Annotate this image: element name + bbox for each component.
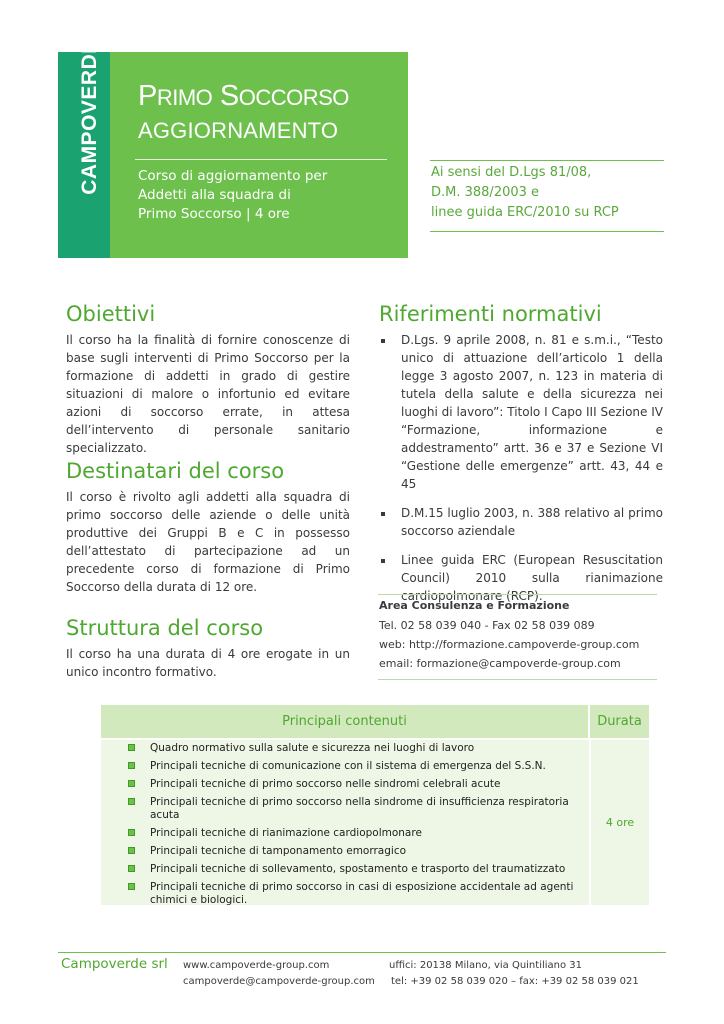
contact-box: [378, 594, 657, 680]
legal-line: D.M. 388/2003 e: [431, 185, 540, 200]
legal-line: Ai sensi del D.Lgs 81/08,: [431, 165, 592, 180]
table-row: Principali tecniche di comunicazione con il sistema di emergenza del S.S.N.: [101, 760, 588, 773]
square-bullet-icon: [128, 780, 135, 787]
list-item: D.Lgs. 9 aprile 2008, n. 81 e s.m.i., “Testo unico di attuazione dell’articolo 1 della legge 3 agosto 2007, n. 123 in materia di tutela della salute e della sicurezza nei luoghi di lavoro”: Titolo I Capo III Sezione IV “Formazione, informazione e addestramento” artt. 36 e 37 e Sezione VI “Gestione delle emergenze” artt. 43, 44 e 45: [381, 331, 663, 493]
list-item: Linee guida ERC (European Resuscitation Council) 2010 sulla rianimazione cardiopolmonare (RCP).: [381, 551, 663, 605]
contents-table-body: [101, 740, 649, 905]
square-bullet-icon: [128, 798, 135, 805]
footer-brand: Campoverde srl: [61, 956, 168, 972]
section-text-obiettivi: Il corso ha la finalità di fornire conoscenze di base sugli interventi di Primo Soccorso per la formazione di addetti in grado di gestire situazioni di malore o infortunio ed evitare azioni di soccorso errate, in attesa dell’intervento di personale sanitario specializzato.: [66, 333, 350, 455]
bullet-icon: [381, 512, 385, 516]
legal-line: linee guida ERC/2010 su RCP: [431, 205, 619, 220]
footer-office-address: uffici: 20138 Milano, via Quintiliano 31: [389, 960, 583, 971]
footer-divider: [58, 952, 666, 953]
section-text-destinatari: Il corso è rivolto agli addetti alla squadra di primo soccorso delle aziende o delle unità produttive dei Gruppi B e C in possesso dell’attestato di partecipazione ad un precedente corso di formazione di Primo Soccorso della durata di 12 ore.: [66, 490, 350, 594]
bullet-icon: [381, 339, 385, 343]
footer-phone-fax: tel: +39 02 58 039 020 – fax: +39 02 58 039 021: [391, 976, 639, 987]
table-row: Principali tecniche di primo soccorso nella sindrome di insufficienza respiratoria acuta: [101, 796, 588, 822]
table-row: Quadro normativo sulla salute e sicurezza nei luoghi di lavoro: [101, 742, 588, 755]
square-bullet-icon: [128, 762, 135, 769]
column-header-contents: Principali contenuti: [101, 705, 590, 738]
contact-web-link[interactable]: web: http://formazione.campoverde-group.com: [379, 638, 640, 651]
hero-banner: [110, 52, 408, 258]
duration-value: 4 ore: [605, 816, 635, 829]
column-header-duration: Durata: [597, 714, 642, 729]
table-row: Principali tecniche di sollevamento, spostamento e trasporto del traumatizzato: [101, 863, 588, 876]
section-heading-struttura: Struttura del corso: [66, 616, 264, 640]
square-bullet-icon: [128, 847, 135, 854]
contact-phone: Tel. 02 58 039 040 - Fax 02 58 039 089: [379, 619, 595, 632]
square-bullet-icon: [128, 865, 135, 872]
footer-web-link[interactable]: www.campoverde-group.com: [183, 960, 330, 971]
contents-table-header: [101, 705, 649, 738]
course-description: Corso di aggiornamento per Addetti alla squadra di Primo Soccorso | 4 ore: [138, 168, 328, 222]
table-row: Principali tecniche di tamponamento emorragico: [101, 845, 588, 858]
square-bullet-icon: [128, 744, 135, 751]
section-heading-obiettivi: Obiettivi: [66, 302, 156, 326]
section-heading-destinatari: Destinatari del corso: [66, 459, 285, 483]
page-title: PRIMO SOCCORSO: [138, 80, 349, 112]
legal-reference-box: [430, 160, 664, 232]
table-row: Principali tecniche di primo soccorso nelle sindromi celebrali acute: [101, 778, 588, 791]
brand-logo-vertical: CAMPOVERDE: [78, 39, 101, 195]
square-bullet-icon: [128, 829, 135, 836]
section-heading-riferimenti: Riferimenti normativi: [379, 302, 602, 326]
contents-list: [101, 742, 588, 912]
contact-email-link[interactable]: email: formazione@campoverde-group.com: [379, 657, 621, 670]
bullet-icon: [381, 559, 385, 563]
footer-email-link[interactable]: campoverde@campoverde-group.com: [183, 976, 375, 987]
brand-strip: [58, 39, 110, 258]
contact-title: Area Consulenza e Formazione: [379, 599, 570, 612]
section-text-struttura: Il corso ha una durata di 4 ore erogate in un unico incontro formativo.: [66, 647, 350, 679]
square-bullet-icon: [128, 883, 135, 890]
list-item: D.M.15 luglio 2003, n. 388 relativo al primo soccorso aziendale: [381, 504, 663, 540]
regulations-list: [381, 331, 663, 616]
table-row: Principali tecniche di primo soccorso in casi di esposizione accidentale ad agenti chimici e biologici.: [101, 881, 588, 907]
table-row: Principali tecniche di rianimazione cardiopolmonare: [101, 827, 588, 840]
hero-divider: [135, 159, 387, 160]
page-subtitle: AGGIORNAMENTO: [138, 118, 339, 143]
